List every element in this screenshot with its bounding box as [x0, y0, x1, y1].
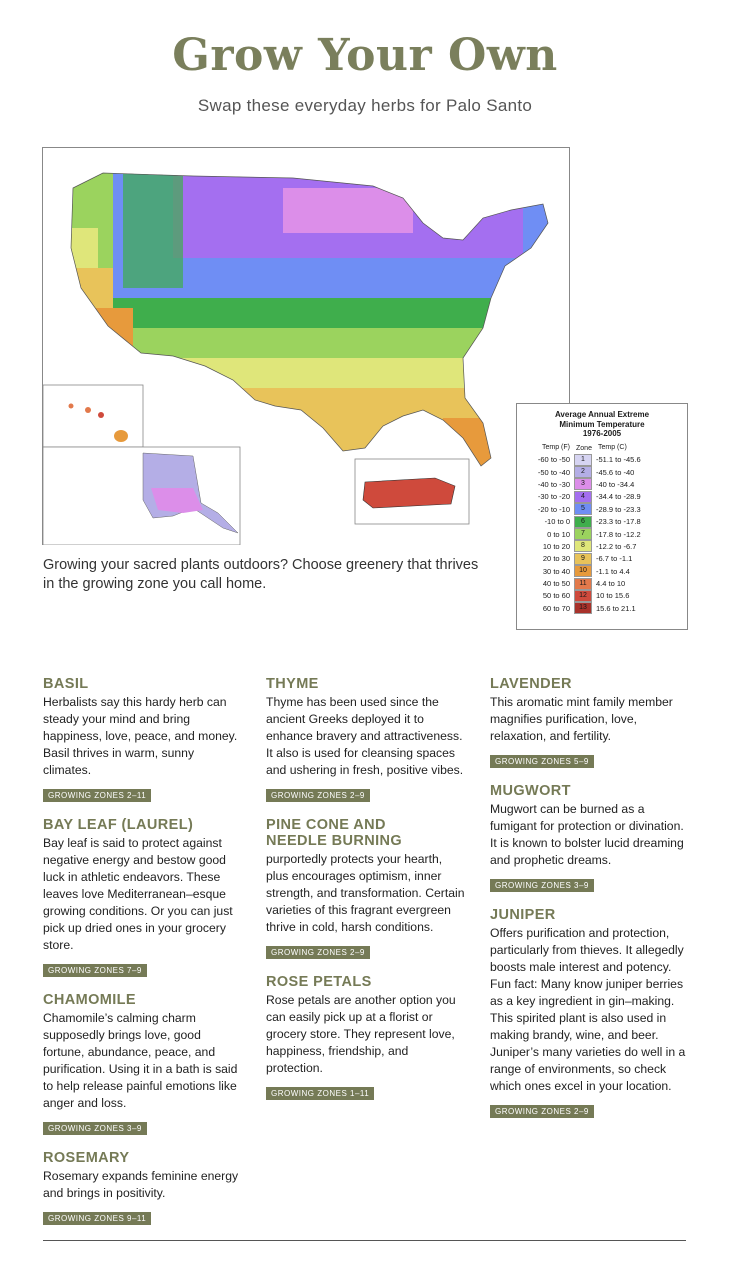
herb-title: MUGWORT	[490, 783, 571, 799]
legend-row	[517, 503, 687, 515]
page-title: Grow Your Own	[172, 30, 558, 81]
legend-temp-f: -20 to -10	[537, 504, 570, 514]
legend-temp-f: 20 to 30	[542, 554, 570, 564]
legend-temp-c: 10 to 15.6	[596, 591, 630, 601]
herb-lavender	[490, 676, 686, 769]
herb-title: PINE CONE AND NEEDLE BURNING	[266, 817, 403, 849]
herb-description: Thyme has been used since the ancient Greeks deployed it to enhance bravery and attractiveness. It also is used for cleansing spaces and ushering in fresh, positive vibes.	[266, 695, 464, 777]
legend-temp-c: -17.8 to -12.2	[596, 529, 641, 539]
legend-row	[517, 478, 687, 490]
herb-description: purportedly protects your hearth, plus encourages optimism, inner strength, and transformation. Certain varieties of this fragrant evergreen thrive in cold, harsh conditions.	[266, 852, 465, 934]
legend-zone-swatch: 4	[574, 491, 592, 503]
herb-title: JUNIPER	[490, 907, 556, 923]
herb-bay-leaf	[43, 817, 243, 978]
herb-chamomile	[43, 992, 243, 1136]
legend-title: Average Annual Extreme Minimum Temperature 1976-2005	[554, 410, 650, 438]
legend-zone-swatch: 7	[574, 528, 592, 540]
legend-temp-c: 15.6 to 21.1	[596, 603, 636, 613]
zone-badge: GROWING ZONES 5–9	[490, 755, 594, 768]
herb-thyme	[266, 676, 466, 803]
hardiness-zone-map	[42, 147, 570, 545]
legend-row	[517, 577, 687, 589]
legend-zone-swatch: 9	[574, 553, 592, 565]
herb-description: Bay leaf is said to protect against negative energy and bestow good luck in athletic endeavors. These leaves love Mediterranean–esque growing conditions. Or you can just pick up dried ones in your grocery store.	[43, 836, 233, 952]
legend-row	[517, 491, 687, 503]
legend-temp-f: 40 to 50	[542, 579, 570, 589]
herb-title: LAVENDER	[490, 676, 572, 692]
legend-temp-c: -51.1 to -45.6	[596, 455, 641, 465]
legend-row	[517, 590, 687, 602]
bottom-divider	[43, 1240, 686, 1241]
legend-temp-c: -1.1 to 4.4	[596, 566, 630, 576]
herb-rose-petals	[266, 974, 466, 1101]
legend-row	[517, 540, 687, 552]
legend-zone-swatch: 12	[574, 590, 592, 602]
herb-description: Chamomile’s calming charm supposedly brings love, good fortune, abundance, peace, and purification. Using it in a bath is said to help release painful emotions like anger and loss.	[43, 1011, 238, 1110]
legend-zone-swatch: 8	[574, 540, 592, 552]
legend-temp-f: 10 to 20	[542, 541, 570, 551]
zone-badge: GROWING ZONES 3–9	[43, 1122, 147, 1135]
herb-title: ROSE PETALS	[266, 974, 372, 990]
legend-temp-f: -30 to -20	[537, 492, 570, 502]
legend-temp-c: 4.4 to 10	[596, 579, 626, 589]
zone-badge: GROWING ZONES 3–9	[490, 879, 594, 892]
herb-title: ROSEMARY	[43, 1150, 130, 1166]
herb-title: THYME	[266, 676, 319, 692]
herb-column-1	[43, 676, 243, 1240]
legend-temp-c: -40 to -34.4	[596, 479, 635, 489]
legend-temp-c: -34.4 to -28.9	[596, 492, 641, 502]
page-subtitle: Swap these everyday herbs for Palo Santo	[197, 96, 533, 115]
zone-badge: GROWING ZONES 9–11	[43, 1212, 151, 1225]
herb-juniper	[490, 907, 686, 1119]
herb-mugwort	[490, 783, 686, 893]
legend-temp-f: -40 to -30	[537, 479, 570, 489]
zone-badge: GROWING ZONES 2–11	[43, 789, 151, 802]
legend-temp-f: -60 to -50	[537, 455, 570, 465]
legend-zone-swatch: 1	[574, 454, 592, 466]
legend-row	[517, 454, 687, 466]
zone-legend	[516, 403, 688, 630]
herb-rosemary	[43, 1150, 243, 1226]
legend-zone-swatch: 13	[574, 602, 592, 614]
legend-temp-f: -10 to 0	[544, 517, 570, 527]
legend-temp-f: 60 to 70	[542, 603, 570, 613]
herb-basil	[43, 676, 243, 803]
legend-temp-f: 50 to 60	[542, 591, 570, 601]
legend-zone-swatch: 5	[574, 503, 592, 515]
legend-row	[517, 528, 687, 540]
herb-description: Rosemary expands feminine energy and brings in positivity.	[43, 1169, 239, 1200]
legend-row	[517, 515, 687, 527]
legend-zone-swatch: 2	[574, 466, 592, 478]
legend-zone-swatch: 3	[574, 478, 592, 490]
legend-row	[517, 565, 687, 577]
legend-row	[517, 466, 687, 478]
herb-title: CHAMOMILE	[43, 992, 137, 1008]
herb-title: BAY LEAF (LAUREL)	[43, 817, 194, 833]
herb-description: Mugwort can be burned as a fumigant for protection or divination. It is known to bolster lucid dreaming and prophetic dreams.	[490, 802, 684, 867]
legend-temp-c: -12.2 to -6.7	[596, 541, 637, 551]
legend-temp-f: -50 to -40	[537, 467, 570, 477]
legend-temp-c: -45.6 to -40	[596, 467, 635, 477]
legend-row	[517, 602, 687, 614]
usa-zone-map-graphic	[43, 148, 569, 545]
herb-title: BASIL	[43, 676, 89, 692]
zone-badge: GROWING ZONES 2–9	[266, 946, 370, 959]
legend-temp-c: -6.7 to -1.1	[596, 554, 633, 564]
legend-zone-swatch: 11	[574, 578, 592, 590]
herb-description: Offers purification and protection, particularly from thieves. It allegedly boosts male interest and potency. Fun fact: Many know juniper berries as a key ingredient in gin–making. This spirited plant is also used in making brandy, wine, and beer. Juniper’s many varieties do well in a range of environments, so check which ones excel in your location.	[490, 926, 686, 1093]
puerto-rico-inset	[363, 478, 455, 508]
herb-description: Rose petals are another option you can easily pick up at a florist or grocery store. They represent love, happiness, friendship, and protection.	[266, 993, 456, 1075]
herb-column-2	[266, 676, 466, 1115]
legend-zone-swatch: 10	[574, 565, 592, 577]
herb-description: This aromatic mint family member magnifies purification, love, relaxation, and fertility.	[490, 695, 673, 743]
legend-temp-f: 0 to 10	[547, 529, 570, 539]
legend-temp-c: -28.9 to -23.3	[596, 504, 641, 514]
zone-badge: GROWING ZONES 1–11	[266, 1087, 374, 1100]
zone-badge: GROWING ZONES 2–9	[490, 1105, 594, 1118]
legend-zone-swatch: 6	[574, 516, 592, 528]
legend-header: Temp (F) Zone Temp (C)	[542, 443, 627, 452]
herb-pine-cone	[266, 817, 466, 960]
legend-rows	[517, 454, 687, 615]
legend-row	[517, 553, 687, 565]
herb-description: Herbalists say this hardy herb can steady your mind and bring happiness, love, peace, and money. Basil thrives in warm, sunny climates.	[43, 695, 238, 777]
legend-temp-f: 30 to 40	[542, 566, 570, 576]
legend-temp-c: -23.3 to -17.8	[596, 517, 641, 527]
zone-badge: GROWING ZONES 2–9	[266, 789, 370, 802]
intro-text: Growing your sacred plants outdoors? Choose greenery that thrives in the growing zone you call home.	[43, 557, 479, 592]
herb-column-3	[490, 676, 686, 1133]
zone-badge: GROWING ZONES 7–9	[43, 964, 147, 977]
